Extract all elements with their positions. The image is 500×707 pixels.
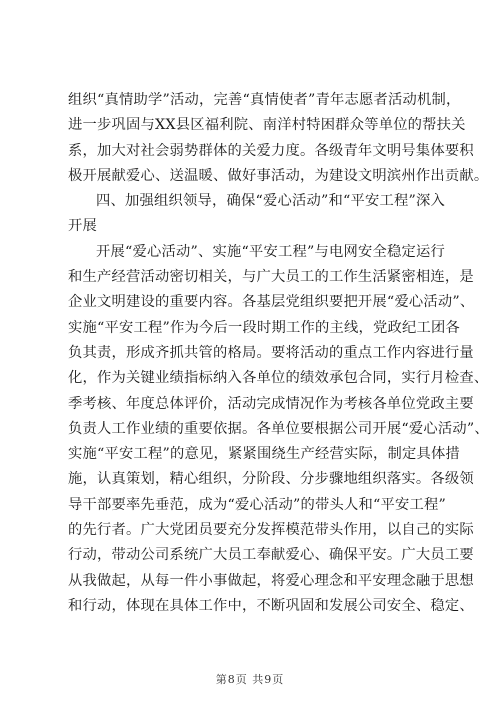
- text-line: 行动，带动公司系统广大员工奉献爱心、确保平安。广大员工要: [68, 547, 474, 564]
- text-line: 企业文明建设的重要内容。各基层党组织要把开展“爱心活动”、: [68, 294, 475, 311]
- text-line: 开展“爱心活动”、实施“平安工程”与电网安全稳定运行: [96, 243, 445, 260]
- text-line: 负责人工作业绩的重要依据。各单位要根据公司开展“爱心活动”、: [68, 420, 489, 437]
- text-line: 和生产经营活动密切相关，与广大员工的工作生活紧密相连，是: [68, 269, 474, 286]
- document-body: [68, 88, 489, 619]
- text-line: 的先行者。广大党团员要充分发挥模范带头作用，以自己的实际: [68, 522, 474, 539]
- text-line: 化，作为关键业绩指标纳入各单位的绩效承包合同，实行月检查、: [68, 370, 489, 387]
- page-footer: 第8页 共9页: [215, 673, 285, 686]
- text-line: 组织“真情助学”活动，完善“真情使者”青年志愿者活动机制，: [68, 92, 461, 108]
- text-line: 实施“平安工程”作为今后一段时期工作的主线，党政纪工团各: [68, 319, 460, 336]
- text-line: 季考核、年度总体评价，活动完成情况作为考核各单位党政主要: [68, 395, 474, 412]
- text-line: 施，认真策划，精心组织，分阶段、分步骤地组织落实。各级领: [68, 471, 474, 488]
- text-line: 开展: [68, 218, 97, 235]
- text-line: 导干部要率先垂范，成为“爱心活动”的带头人和“平安工程”: [68, 496, 446, 513]
- text-line: 从我做起，从每一件小事做起，将爱心理念和平安理念融于思想: [68, 572, 474, 589]
- text-line: 进一步巩固与XX县区福利院、南洋村特困群众等单位的帮扶关: [68, 117, 466, 134]
- text-line: 四、加强组织领导，确保“爱心活动”和“平安工程”深入: [96, 193, 445, 210]
- text-line: 和行动，体现在具体工作中，不断巩固和发展公司安全、稳定、: [68, 597, 474, 614]
- text-line: 极开展献爱心、送温暖、做好事活动，为建设文明滨州作出贡献。: [68, 167, 489, 184]
- text-line: 实施“平安工程”的意见，紧紧围绕生产经营实际，制定具体措: [68, 446, 460, 463]
- text-line: 负其责，形成齐抓共管的格局。要将活动的重点工作内容进行量: [68, 344, 474, 361]
- text-line: 系，加大对社会弱势群体的关爱力度。各级青年文明号集体要积: [68, 142, 474, 159]
